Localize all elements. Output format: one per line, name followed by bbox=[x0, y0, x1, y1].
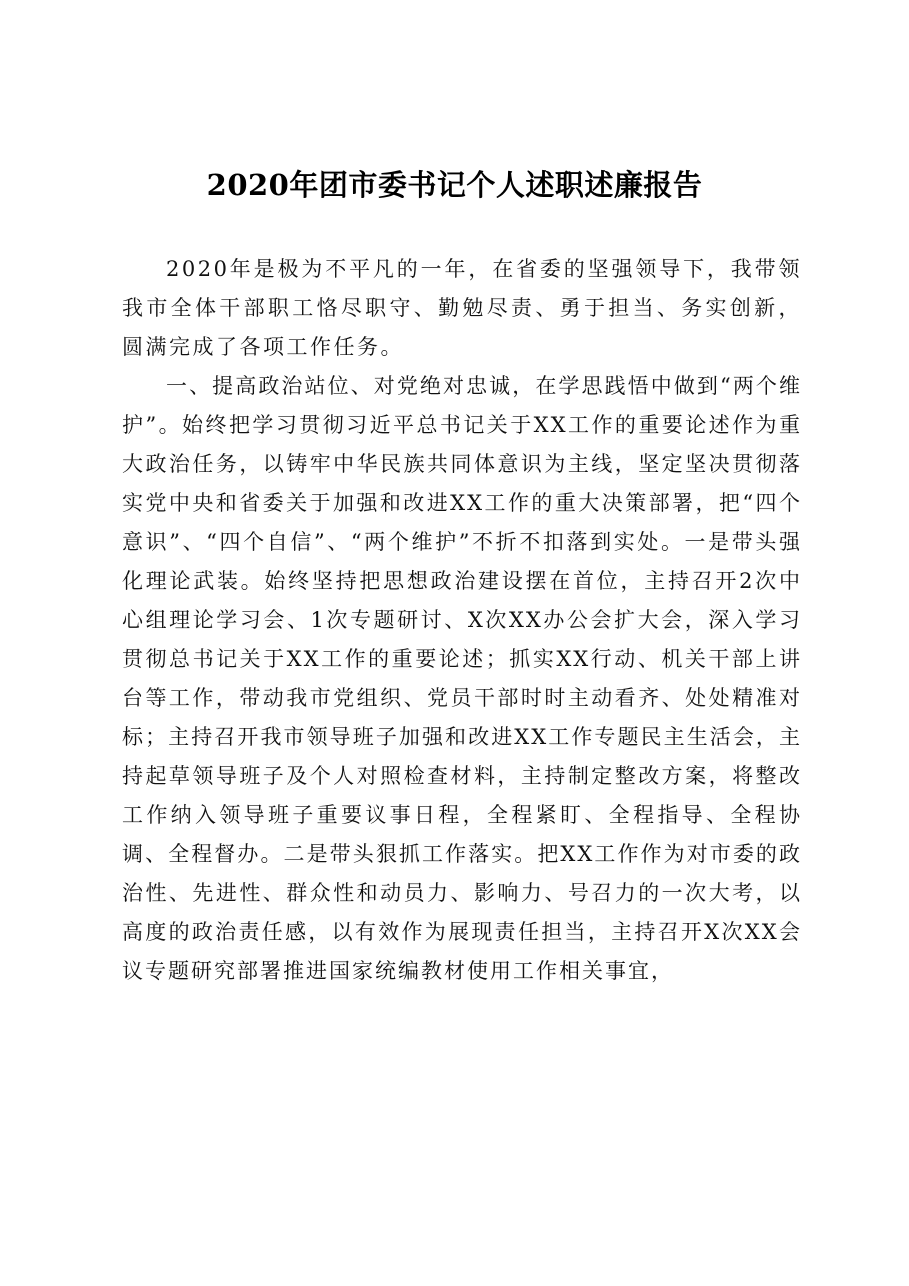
document-body bbox=[122, 250, 802, 991]
paragraph-section-one: 一、提高政治站位、对党绝对忠诚，在学思践悟中做到“两个维护”。始终把学习贯彻习近平总书记关于XX工作的重要论述作为重大政治任务，以铸牢中华民族共同体意识为主线，坚定坚决贯彻落实党中央和省委关于加强和改进XX工作的重大决策部署，把“四个意识”、“四个自信”、“两个维护”不折不扣落到实处。一是带头强化理论武装。始终坚持把思想政治建设摆在首位，主持召开2次中心组理论学习会、1次专题研讨、X次XX办公会扩大会，深入学习贯彻总书记关于XX工作的重要论述；抓实XX行动、机关干部上讲台等工作，带动我市党组织、党员干部时时主动看齐、处处精准对标；主持召开我市领导班子加强和改进XX工作专题民主生活会，主持起草领导班子及个人对照检查材料，主持制定整改方案，将整改工作纳入领导班子重要议事日程，全程紧盯、全程指导、全程协调、全程督办。二是带头狠抓工作落实。把XX工作作为对市委的政治性、先进性、群众性和动员力、影响力、号召力的一次大考，以高度的政治责任感，以有效作为展现责任担当，主持召开X次XX会议专题研究部署推进国家统编教材使用工作相关事宜， bbox=[122, 374, 802, 983]
document-title: 2020年团市委书记个人述职述廉报告 bbox=[206, 168, 703, 202]
paragraph-intro: 2020年是极为不平凡的一年，在省委的坚强领导下，我带领我市全体干部职工恪尽职守、勤勉尽责、勇于担当、务实创新，圆满完成了各项工作任务。 bbox=[122, 257, 802, 359]
